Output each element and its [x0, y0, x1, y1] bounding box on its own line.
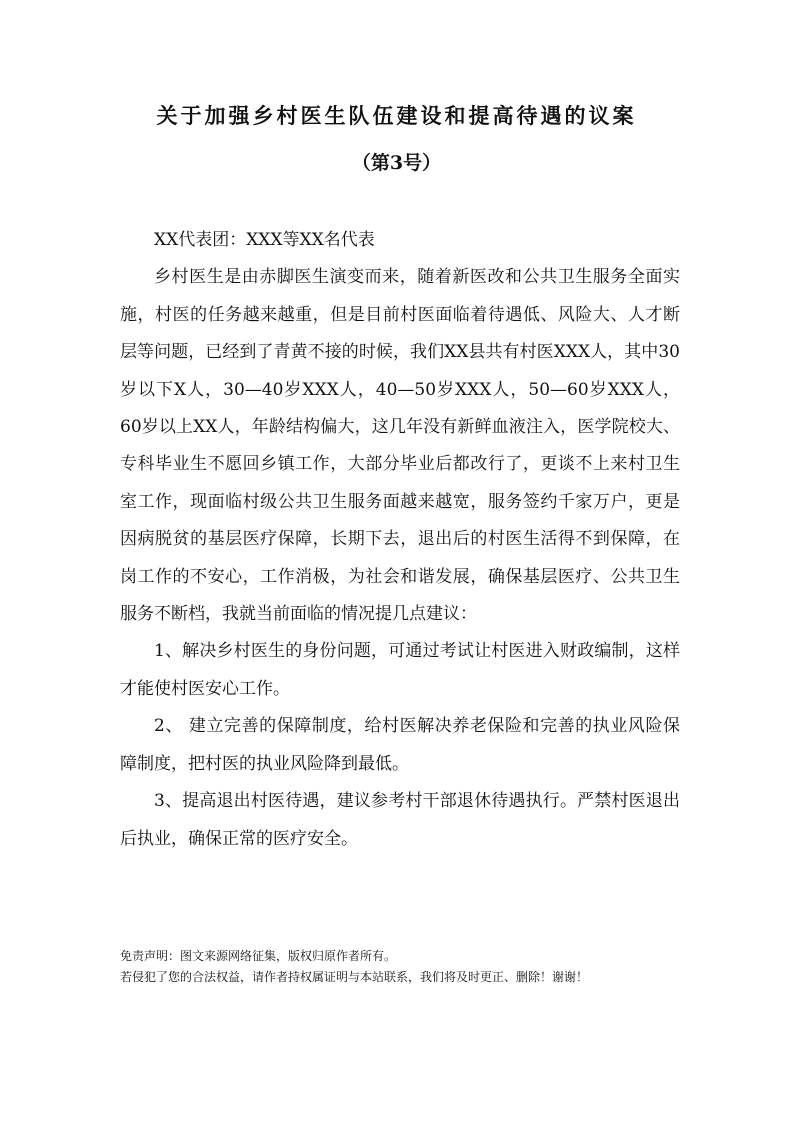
- document-title: 关于加强乡村医生队伍建设和提高待遇的议案: [156, 103, 637, 128]
- disclaimer-line-1: 免责声明：图文来源网络征集，版权归原作者所有。: [120, 949, 397, 963]
- paragraph-intro: 乡村医生是由赤脚医生演变而来，随着新医改和公共卫生服务全面实施，村医的任务越来越重，但是目前村医面临着待遇低、风险大、人才断层等问题，已经到了青黄不接的时候，我们XX县共有村医XXX人，其中30岁以下X人，30—40岁XXX人，40—50岁XXX人，50—60岁XXX人，60岁以上XX人，年龄结构偏大，这几年没有新鲜血液注入，医学院校大、专科毕业生不愿回乡镇工作，大部分毕业后都改行了，更谈不上来村卫生室工作，现面临村级公共卫生服务面越来越宽，服务签约千家万户，更是因病脱贫的基层医疗保障，长期下去，退出后的村医生活得不到保障，在岗工作的不安心，工作消极，为社会和谐发展，确保基层医疗、公共卫生服务不断档，我就当前面临的情况提几点建议：: [120, 267, 680, 625]
- document-number: （第3号）: [351, 152, 442, 174]
- paragraph-suggestion-2: 2、 建立完善的保障制度，给村医解决养老保险和完善的执业风险保障制度，把村医的执业风险降到最低。: [120, 716, 680, 774]
- disclaimer-line-2: 若侵犯了您的合法权益，请作者持权属证明与本站联系，我们将及时更正、删除！谢谢！: [120, 970, 589, 984]
- document-body: [120, 222, 680, 858]
- proposer-line: XX代表团：XXX等XX名代表: [154, 230, 375, 250]
- disclaimer: [120, 946, 720, 988]
- paragraph-suggestion-1: 1、解决乡村医生的身份问题，可通过考试让村医进入财政编制，这样才能使村医安心工作。: [120, 641, 680, 699]
- paragraph-suggestion-3: 3、提高退出村医待遇，建议参考村干部退休待遇执行。严禁村医退出后执业，确保正常的医疗安全。: [120, 791, 680, 849]
